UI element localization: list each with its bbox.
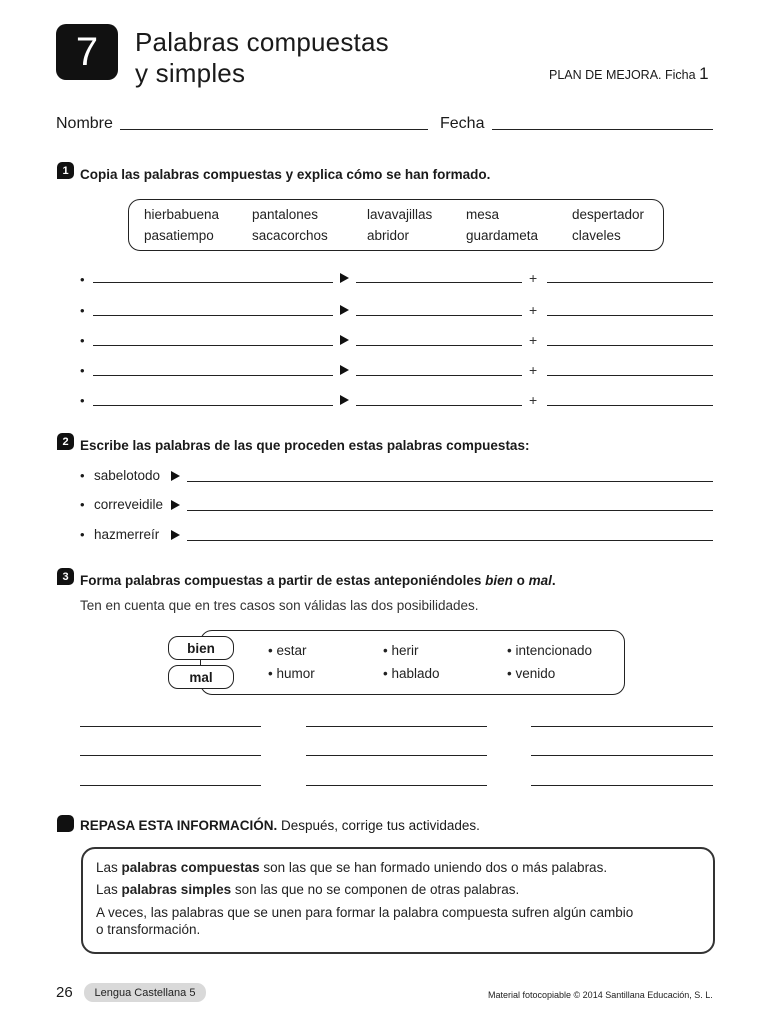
word-bank-word: guardameta (466, 228, 539, 243)
list-bullet: • (80, 497, 85, 512)
arrow-right-icon (340, 305, 349, 315)
worksheet-number: 1 (699, 64, 709, 83)
word-bank-word: mesa (466, 207, 500, 222)
list-bullet: • (80, 333, 85, 348)
review-marker-icon (57, 815, 74, 832)
list-bullet: • (80, 393, 85, 408)
word-bank-word: despertador (572, 207, 645, 222)
arrow-right-icon (171, 530, 180, 540)
word-bank-word: abridor (367, 228, 410, 243)
compound-word-item: hazmerreír (94, 527, 160, 542)
first-word-line[interactable] (356, 345, 522, 346)
word-bank-word: pantalones (252, 207, 319, 222)
answer-line[interactable] (80, 726, 261, 727)
prefix-tag-bien: bien (168, 636, 234, 660)
compound-word-line[interactable] (93, 405, 333, 406)
second-word-line[interactable] (547, 345, 713, 346)
plus-sign: + (529, 302, 538, 318)
base-word: • hablado (383, 666, 440, 681)
plus-sign: + (529, 392, 538, 408)
answer-line[interactable] (187, 540, 713, 541)
exercise-3-note: Ten en cuenta que en tres casos son válidas las dos posibilidades. (80, 598, 479, 613)
answer-line[interactable] (531, 755, 713, 756)
answer-line[interactable] (306, 755, 487, 756)
answer-line[interactable] (306, 726, 487, 727)
base-word: • venido (507, 666, 556, 681)
exercise-2-number: 2 (57, 433, 74, 450)
word-bank-word: sacacorchos (252, 228, 328, 243)
first-word-line[interactable] (356, 315, 522, 316)
name-label: Nombre (56, 115, 113, 132)
arrow-right-icon (340, 335, 349, 345)
second-word-line[interactable] (547, 405, 713, 406)
arrow-right-icon (171, 500, 180, 510)
second-word-line[interactable] (547, 315, 713, 316)
list-bullet: • (80, 468, 85, 483)
compound-word-item: sabelotodo (94, 468, 161, 483)
first-word-line[interactable] (356, 375, 522, 376)
exercise-1-instruction: Copia las palabras compuestas y explica cómo se han formado. (80, 167, 491, 182)
plus-sign: + (529, 270, 538, 286)
date-field[interactable] (492, 129, 713, 130)
subject-tag: Lengua Castellana 5 (84, 983, 206, 1002)
unit-number-badge: 7 (56, 24, 118, 80)
answer-line[interactable] (187, 510, 713, 511)
prefix-tag-mal: mal (168, 665, 234, 689)
worksheet-label: PLAN DE MEJORA. Ficha 1 (549, 64, 709, 83)
compound-word-line[interactable] (93, 315, 333, 316)
exercise-1-number: 1 (57, 162, 74, 179)
info-transformation-note: A veces, las palabras que se unen para formar la palabra compuesta sufren algún cambio o transformación. (96, 905, 634, 937)
word-bank-word: pasatiempo (144, 228, 214, 243)
list-bullet: • (80, 303, 85, 318)
info-compound-definition: Las palabras compuestas son las que se han formado uniendo dos o más palabras. (96, 860, 608, 875)
arrow-right-icon (340, 395, 349, 405)
plus-sign: + (529, 362, 538, 378)
word-bank-word: hierbabuena (144, 207, 220, 222)
compound-word-line[interactable] (93, 345, 333, 346)
first-word-line[interactable] (356, 282, 522, 283)
word-bank-word: lavavajillas (367, 207, 433, 222)
base-word: • humor (268, 666, 315, 681)
word-bank-word: claveles (572, 228, 621, 243)
answer-line[interactable] (80, 755, 261, 756)
review-heading: REPASA ESTA INFORMACIÓN. Después, corrige tus actividades. (80, 818, 480, 833)
first-word-line[interactable] (356, 405, 522, 406)
list-bullet: • (80, 272, 85, 287)
exercise-3-instruction: Forma palabras compuestas a partir de estas anteponiéndoles bien o mal. (80, 573, 556, 588)
plus-sign: + (529, 332, 538, 348)
arrow-right-icon (340, 365, 349, 375)
arrow-right-icon (171, 471, 180, 481)
exercise-3-number: 3 (57, 568, 74, 585)
answer-line[interactable] (80, 785, 261, 786)
compound-word-line[interactable] (93, 282, 333, 283)
page-title: Palabras compuestas y simples (135, 27, 389, 88)
prefix-word-box (200, 630, 625, 695)
list-bullet: • (80, 363, 85, 378)
exercise-2-instruction: Escribe las palabras de las que proceden estas palabras compuestas: (80, 438, 530, 453)
arrow-right-icon (340, 273, 349, 283)
answer-line[interactable] (306, 785, 487, 786)
base-word: • estar (268, 643, 307, 658)
answer-line[interactable] (531, 785, 713, 786)
second-word-line[interactable] (547, 375, 713, 376)
copyright-notice: Material fotocopiable © 2014 Santillana Educación, S. L. (488, 990, 713, 1000)
date-label: Fecha (440, 115, 485, 132)
list-bullet: • (80, 527, 85, 542)
base-word: • intencionado (507, 643, 593, 658)
answer-line[interactable] (531, 726, 713, 727)
compound-word-line[interactable] (93, 375, 333, 376)
info-simple-definition: Las palabras simples son las que no se componen de otras palabras. (96, 882, 520, 897)
name-field[interactable] (120, 129, 428, 130)
base-word: • herir (383, 643, 419, 658)
second-word-line[interactable] (547, 282, 713, 283)
answer-line[interactable] (187, 481, 713, 482)
compound-word-item: correveidile (94, 497, 164, 512)
page-number: 26 (56, 984, 73, 1001)
